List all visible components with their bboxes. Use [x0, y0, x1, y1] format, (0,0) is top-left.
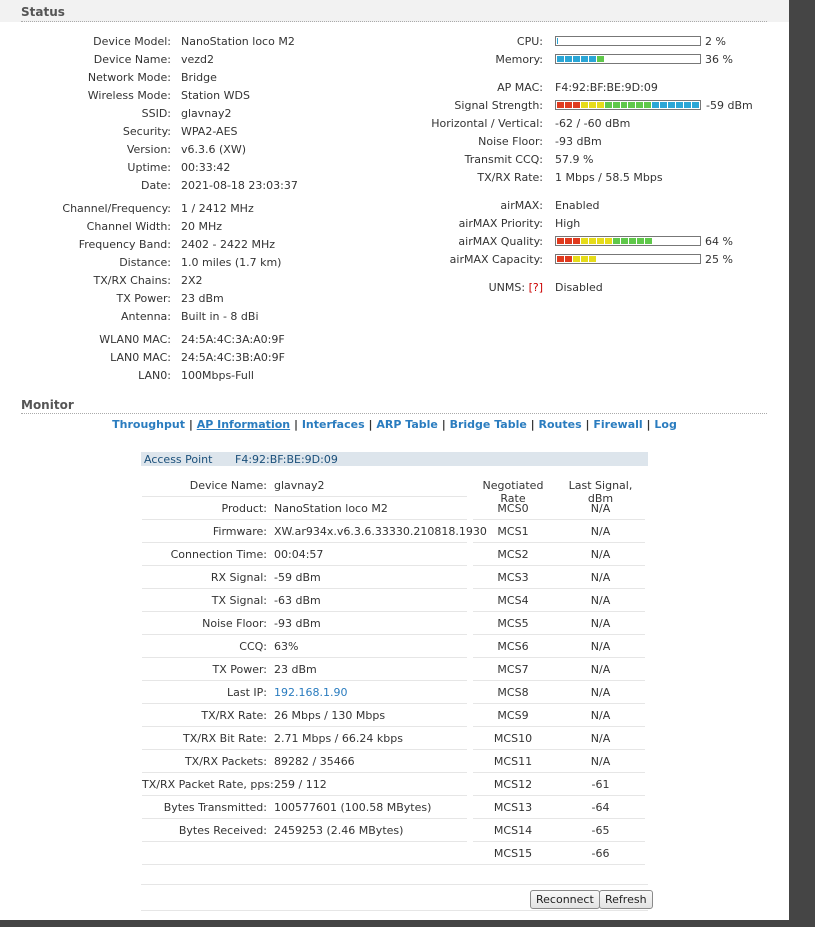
footer-line [141, 910, 648, 911]
mcs-signal: N/A [590, 617, 611, 630]
mcs-signal: N/A [590, 548, 611, 561]
status-value: -62 / -60 dBm [555, 117, 631, 130]
refresh-button[interactable]: Refresh [599, 890, 653, 909]
access-point-label: Access Point [144, 453, 213, 466]
tab-throughput[interactable]: Throughput [112, 418, 185, 431]
mcs-rate: MCS7 [497, 663, 529, 676]
ap-info-label: TX/RX Bit Rate: [183, 732, 267, 745]
row-divider [473, 542, 645, 543]
mcs-signal: -65 [591, 824, 610, 837]
tab-ap-information[interactable]: AP Information [196, 418, 291, 431]
tab-interfaces[interactable]: Interfaces [301, 418, 365, 431]
ap-info-value: 63% [274, 640, 299, 653]
ap-info-value: -59 dBm [274, 571, 321, 584]
row-divider [473, 703, 645, 704]
mcs-rate: MCS3 [497, 571, 529, 584]
mcs-signal: N/A [590, 594, 611, 607]
ap-info-label: Bytes Received: [178, 824, 267, 837]
ap-info-label: Device Name: [189, 479, 267, 492]
window-edge-right [789, 0, 815, 927]
row-divider [142, 841, 467, 842]
status-value: WPA2-AES [181, 125, 238, 138]
row-divider [142, 657, 467, 658]
status-value: Built in - 8 dBi [181, 310, 259, 323]
bar-segment [573, 56, 580, 62]
bar-segment [684, 102, 691, 108]
negotiated-rate-header: Negotiated Rate [482, 479, 544, 505]
status-value: 00:33:42 [181, 161, 231, 174]
status-value: 57.9 % [555, 153, 594, 166]
row-divider [142, 795, 467, 796]
status-label: LAN0: [138, 369, 171, 382]
ap-info-value: 00:04:57 [274, 548, 324, 561]
bar-segment [581, 56, 588, 62]
status-value: F4:92:BF:BE:9D:09 [555, 81, 658, 94]
table-bottom-line [141, 884, 648, 885]
ap-info-value: 23 dBm [274, 663, 317, 676]
bar-segment [613, 102, 620, 108]
last-signal-header: Last Signal, dBm [568, 479, 633, 505]
status-label: Date: [141, 179, 171, 192]
status-value: -93 dBm [555, 135, 602, 148]
quality-bar [555, 236, 701, 246]
row-divider [473, 841, 645, 842]
bar-segment [636, 102, 643, 108]
bar-segment [645, 238, 652, 244]
status-value: NanoStation loco M2 [181, 35, 295, 48]
memory-value: 36 % [705, 53, 733, 66]
status-label: Channel/Frequency: [62, 202, 171, 215]
unms-label [400, 281, 543, 294]
mcs-signal: -61 [591, 778, 610, 791]
bar-segment [565, 256, 572, 262]
ap-info-value: -93 dBm [274, 617, 321, 630]
bar-segment [557, 238, 564, 244]
mcs-signal: -66 [591, 847, 610, 860]
ap-info-label: Product: [221, 502, 267, 515]
access-point-header [141, 452, 648, 466]
bar-segment [557, 56, 564, 62]
row-divider [142, 864, 645, 865]
status-label: Distance: [119, 256, 171, 269]
mcs-rate: MCS12 [493, 778, 533, 791]
monitor-divider [21, 413, 767, 414]
status-value: High [555, 217, 581, 230]
status-label: AP MAC: [497, 81, 543, 94]
window-edge-bottom [0, 920, 789, 927]
bar-segment [692, 102, 699, 108]
memory-bar [555, 54, 701, 64]
bar-segment [581, 102, 588, 108]
status-label: Security: [122, 125, 171, 138]
mcs-rate: MCS6 [497, 640, 529, 653]
bar-segment [605, 238, 612, 244]
bar-segment [621, 238, 628, 244]
ap-info-value: 26 Mbps / 130 Mbps [274, 709, 386, 722]
status-value: -59 dBm [706, 99, 753, 112]
status-divider [21, 21, 767, 22]
bar-segment [605, 102, 612, 108]
ap-info-value: 89282 / 35466 [274, 755, 355, 768]
mcs-rate: MCS5 [497, 617, 529, 630]
status-value: Enabled [555, 199, 600, 212]
status-label: airMAX Capacity: [449, 253, 543, 266]
bar-segment [621, 102, 628, 108]
unms-help-link[interactable]: [?] [528, 281, 543, 294]
bar-segment [637, 238, 644, 244]
bar-segment [613, 238, 620, 244]
mcs-rate: MCS13 [493, 801, 533, 814]
row-divider [142, 772, 467, 773]
status-value: v6.3.6 (XW) [181, 143, 246, 156]
bar-segment [652, 102, 659, 108]
mcs-rate: MCS10 [493, 732, 533, 745]
row-divider [142, 818, 467, 819]
status-label: WLAN0 MAC: [99, 333, 171, 346]
status-label: Noise Floor: [478, 135, 543, 148]
ap-info-label: Firmware: [212, 525, 267, 538]
status-value: Station WDS [181, 89, 250, 102]
mcs-signal: N/A [590, 502, 611, 515]
bar-segment [573, 238, 580, 244]
tab-routes[interactable]: Routes [538, 418, 582, 431]
bar-segment [628, 102, 635, 108]
tab-separator: | [293, 418, 298, 431]
status-section-title: Status [21, 5, 65, 19]
tab-log[interactable]: Log [654, 418, 677, 431]
reconnect-button[interactable]: Reconnect [530, 890, 600, 909]
bar-segment [565, 56, 572, 62]
status-value: 100Mbps-Full [181, 369, 254, 382]
status-label: airMAX Priority: [458, 217, 543, 230]
unms-label-text: UNMS: [488, 281, 526, 294]
status-value: 2021-08-18 23:03:37 [181, 179, 298, 192]
ap-info-label: Connection Time: [170, 548, 267, 561]
bar-segment [557, 102, 564, 108]
row-divider [142, 726, 467, 727]
tab-arp-table[interactable]: ARP Table [376, 418, 438, 431]
cpu-label: CPU: [516, 35, 543, 48]
status-value: 1 / 2412 MHz [181, 202, 254, 215]
mcs-rate: MCS14 [493, 824, 533, 837]
status-header-band [0, 0, 789, 22]
mcs-rate: MCS0 [497, 502, 529, 515]
mcs-rate: MCS1 [497, 525, 529, 538]
row-divider [142, 496, 467, 497]
status-value: 1 Mbps / 58.5 Mbps [555, 171, 663, 184]
row-divider [473, 795, 645, 796]
ap-info-label: TX/RX Packets: [184, 755, 267, 768]
row-divider [473, 749, 645, 750]
row-divider [473, 772, 645, 773]
bar-segment [581, 256, 588, 262]
status-label: Transmit CCQ: [464, 153, 543, 166]
row-divider [473, 680, 645, 681]
status-label: LAN0 MAC: [110, 351, 171, 364]
ap-info-label: RX Signal: [210, 571, 267, 584]
bar-segment [629, 238, 636, 244]
cpu-bar [555, 36, 701, 46]
status-label: Network Mode: [87, 71, 171, 84]
status-value: 24:5A:4C:3B:A0:9F [181, 351, 285, 364]
bar-segment [676, 102, 683, 108]
row-divider [142, 611, 467, 612]
status-label: Uptime: [127, 161, 171, 174]
bar-segment [660, 102, 667, 108]
status-label: Antenna: [121, 310, 171, 323]
bar-segment [557, 256, 564, 262]
bar-segment [565, 238, 572, 244]
bar-segment [644, 102, 651, 108]
unms-value: Disabled [555, 281, 603, 294]
mcs-rate: MCS11 [493, 755, 533, 768]
status-value: vezd2 [181, 53, 215, 66]
memory-label: Memory: [495, 53, 543, 66]
ap-info-value: XW.ar934x.v6.3.6.33330.210818.1930 [274, 525, 487, 538]
bar-segment [597, 102, 604, 108]
row-divider [473, 588, 645, 589]
tab-bridge-table[interactable]: Bridge Table [449, 418, 527, 431]
status-value: 25 % [705, 253, 733, 266]
ap-info-value: 2459253 (2.46 MBytes) [274, 824, 404, 837]
row-divider [142, 542, 467, 543]
bar-segment [589, 238, 596, 244]
status-label: TX/RX Rate: [477, 171, 543, 184]
mcs-rate: MCS9 [497, 709, 529, 722]
status-label: SSID: [141, 107, 171, 120]
mcs-signal: N/A [590, 709, 611, 722]
row-divider [473, 611, 645, 612]
last-ip-link[interactable]: 192.168.1.90 [274, 686, 348, 699]
status-label: airMAX: [500, 199, 543, 212]
monitor-tabs [0, 418, 789, 431]
status-label: Wireless Mode: [87, 89, 171, 102]
bar-segment [597, 238, 604, 244]
status-label: TX Power: [116, 292, 171, 305]
ap-info-label: TX Signal: [211, 594, 267, 607]
ap-info-label: Bytes Transmitted: [163, 801, 267, 814]
status-label: Frequency Band: [78, 238, 171, 251]
mcs-signal: N/A [590, 525, 611, 538]
ap-info-value: 259 / 112 [274, 778, 327, 791]
status-label: Version: [126, 143, 171, 156]
status-value: 64 % [705, 235, 733, 248]
bar-segment [573, 256, 580, 262]
row-divider [473, 818, 645, 819]
bar-segment [589, 256, 596, 262]
cpu-value: 2 % [705, 35, 726, 48]
tab-firewall[interactable]: Firewall [593, 418, 643, 431]
status-value: 23 dBm [181, 292, 224, 305]
status-value: 2X2 [181, 274, 203, 287]
row-divider [473, 565, 645, 566]
ap-info-label: Noise Floor: [202, 617, 267, 630]
status-value: Bridge [181, 71, 217, 84]
bar-segment [565, 102, 572, 108]
row-divider [473, 519, 645, 520]
status-label: Channel Width: [86, 220, 171, 233]
status-value: 1.0 miles (1.7 km) [181, 256, 282, 269]
ap-info-value: glavnay2 [274, 479, 325, 492]
row-divider [142, 634, 467, 635]
row-divider [142, 749, 467, 750]
ap-info-value: 100577601 (100.58 MBytes) [274, 801, 432, 814]
tab-separator: | [188, 418, 193, 431]
bar-segment [557, 38, 558, 44]
ap-info-label: TX/RX Rate: [201, 709, 267, 722]
mcs-signal: N/A [590, 663, 611, 676]
tab-separator: | [646, 418, 651, 431]
bar-segment [668, 102, 675, 108]
row-divider [473, 726, 645, 727]
mcs-signal: N/A [590, 686, 611, 699]
ap-info-label: TX Power: [212, 663, 267, 676]
row-divider [142, 519, 467, 520]
access-point-mac: F4:92:BF:BE:9D:09 [235, 453, 338, 466]
mcs-signal: N/A [590, 755, 611, 768]
tab-separator: | [585, 418, 590, 431]
bar-segment [589, 102, 596, 108]
ap-info-label: CCQ: [239, 640, 267, 653]
monitor-section-title: Monitor [21, 398, 74, 412]
status-label: Signal Strength: [454, 99, 543, 112]
tab-separator: | [368, 418, 373, 431]
bar-segment [597, 56, 604, 62]
bar-segment [573, 102, 580, 108]
capacity-bar [555, 254, 701, 264]
mcs-rate: MCS8 [497, 686, 529, 699]
mcs-signal: N/A [590, 571, 611, 584]
ap-info-label: TX/RX Packet Rate, pps: [142, 778, 274, 791]
ap-info-value: 2.71 Mbps / 66.24 kbps [274, 732, 403, 745]
status-label: airMAX Quality: [458, 235, 543, 248]
status-label: TX/RX Chains: [93, 274, 171, 287]
mcs-rate: MCS15 [493, 847, 533, 860]
status-value: 24:5A:4C:3A:A0:9F [181, 333, 285, 346]
mcs-signal: N/A [590, 732, 611, 745]
row-divider [142, 703, 467, 704]
mcs-rate: MCS2 [497, 548, 529, 561]
row-divider [142, 565, 467, 566]
signal-bar [555, 100, 701, 110]
tab-separator: | [441, 418, 446, 431]
tab-separator: | [530, 418, 535, 431]
ap-info-label: Last IP: [227, 686, 267, 699]
row-divider [473, 634, 645, 635]
ap-info-value: -63 dBm [274, 594, 321, 607]
status-value: 20 MHz [181, 220, 223, 233]
status-label: Device Name: [93, 53, 171, 66]
mcs-signal: N/A [590, 640, 611, 653]
ap-info-value: NanoStation loco M2 [274, 502, 388, 515]
mcs-rate: MCS4 [497, 594, 529, 607]
row-divider [142, 588, 467, 589]
status-label: Device Model: [93, 35, 171, 48]
status-label: Horizontal / Vertical: [431, 117, 543, 130]
status-value: 2402 - 2422 MHz [181, 238, 275, 251]
mcs-signal: -64 [591, 801, 610, 814]
row-divider [142, 680, 467, 681]
status-value: glavnay2 [181, 107, 232, 120]
bar-segment [589, 56, 596, 62]
bar-segment [581, 238, 588, 244]
row-divider [473, 657, 645, 658]
